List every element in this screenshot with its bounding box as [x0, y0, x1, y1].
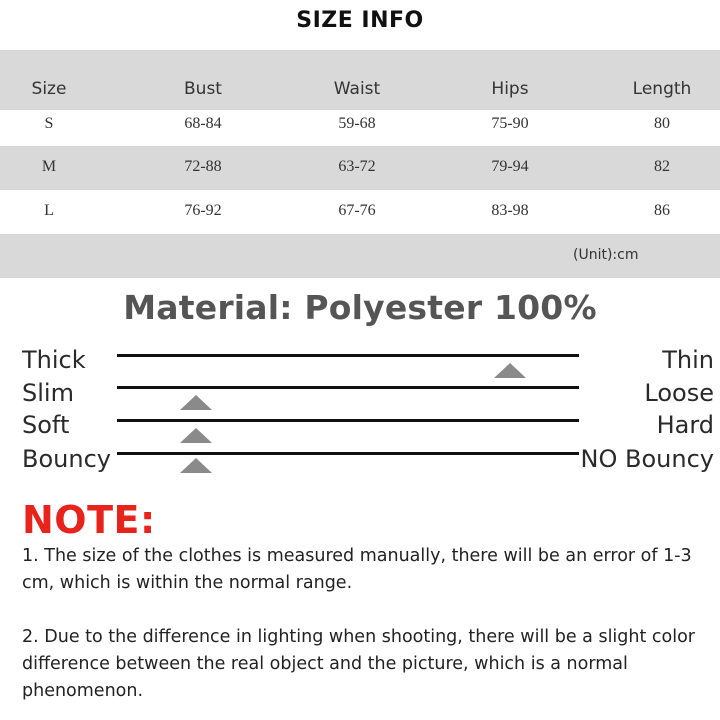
cell-size: L — [44, 202, 54, 219]
scale-left-label: Soft — [22, 411, 70, 439]
unit-label: (Unit):cm — [573, 247, 639, 263]
table-header-row — [0, 50, 720, 110]
scale-left-label: Thick — [22, 346, 86, 374]
cell-bust: 72-88 — [184, 158, 222, 175]
cell-length: 82 — [654, 158, 670, 175]
scale-right-label: Hard — [656, 411, 714, 439]
scale-line — [117, 419, 579, 422]
scale-line — [117, 354, 579, 357]
header-hips: Hips — [491, 79, 529, 99]
scale-left-label: Slim — [22, 379, 74, 407]
cell-hips: 79-94 — [491, 158, 529, 175]
cell-waist: 63-72 — [338, 158, 376, 175]
note-title: NOTE: — [22, 498, 156, 542]
table-row — [0, 146, 720, 190]
scale-marker — [494, 363, 526, 378]
scale-right-label: Thin — [662, 346, 714, 374]
cell-size: S — [44, 115, 54, 132]
header-bust: Bust — [184, 79, 222, 99]
note-item: 1. The size of the clothes is measured manually, there will be an error of 1-3 cm, which is within the normal range. — [22, 546, 692, 593]
scale-marker — [180, 428, 212, 443]
scale-right-label: NO Bouncy — [580, 445, 714, 473]
scale-right-label: Loose — [644, 379, 714, 407]
scale-line — [117, 452, 579, 455]
cell-bust: 68-84 — [184, 115, 222, 132]
header-length: Length — [632, 79, 692, 99]
scale-marker — [180, 458, 212, 473]
scale-line — [117, 386, 579, 389]
cell-size: M — [41, 158, 57, 175]
note-item: 2. Due to the difference in lighting when shooting, there will be a slight color difference between the real object and the picture, which is a normal phenomenon. — [22, 627, 696, 701]
material-heading: Material: Polyester 100% — [123, 288, 597, 327]
scale-marker — [180, 395, 212, 410]
cell-hips: 75-90 — [491, 115, 529, 132]
page-title: SIZE INFO — [296, 8, 424, 33]
cell-hips: 83-98 — [491, 202, 529, 219]
cell-length: 86 — [654, 202, 670, 219]
header-size: Size — [31, 79, 67, 99]
cell-length: 80 — [654, 115, 670, 132]
header-waist: Waist — [333, 79, 381, 99]
table-row — [0, 190, 720, 234]
table-row — [0, 110, 720, 146]
cell-waist: 67-76 — [338, 202, 376, 219]
cell-bust: 76-92 — [184, 202, 222, 219]
scale-left-label: Bouncy — [22, 445, 111, 473]
unit-row — [0, 234, 720, 278]
cell-waist: 59-68 — [338, 115, 376, 132]
